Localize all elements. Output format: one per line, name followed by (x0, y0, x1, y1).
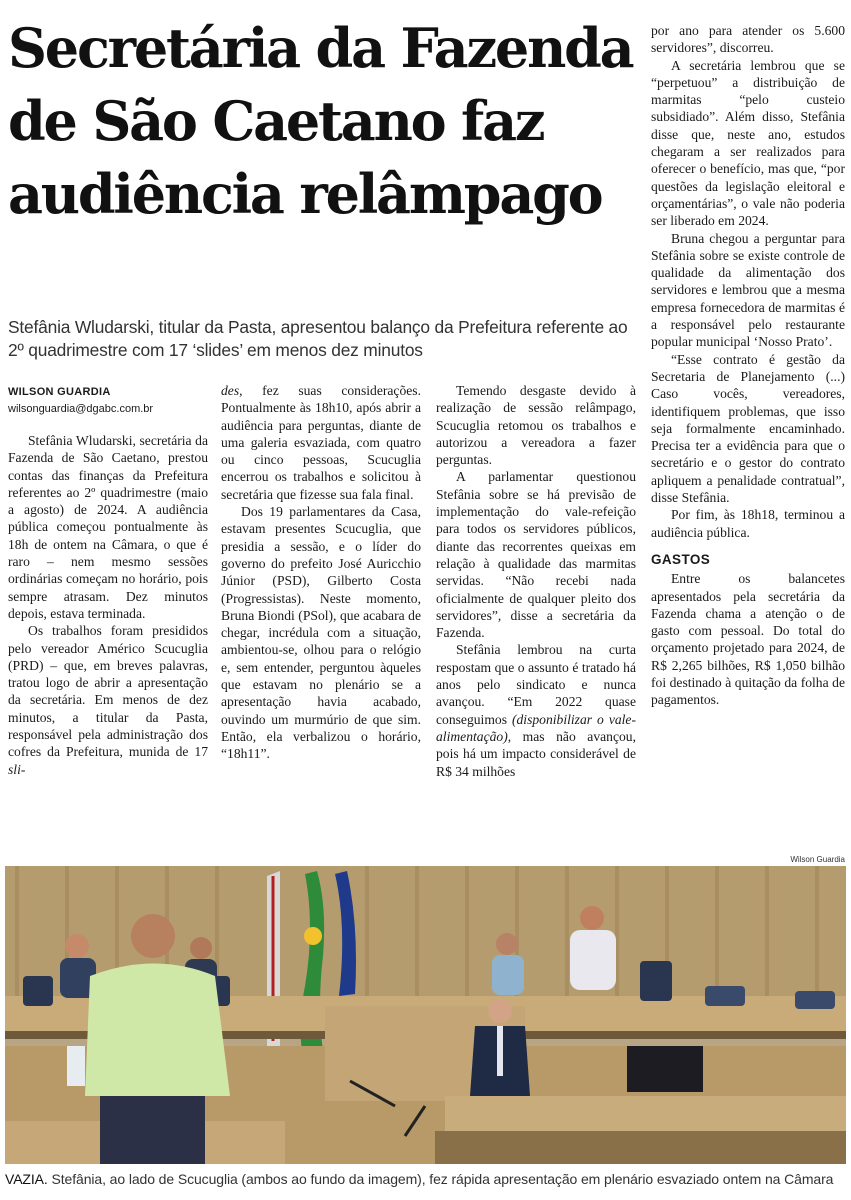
paragraph: Dos 19 parlamentares da Casa, estavam presentes Scucuglia, que presidia a sessão, e o líder do governo do prefeito José Auricchio Júnior (PSD), Gilberto Costa (Progressistas). Neste momento, Bruna Biondi (PSol), que acabara de chegar, incrédula com a situação, ambientou-se, olhou para o relógio e, sem entender, perguntou àqueles que estavam no plenário se a apresentação havia acabado, ouvindo um murmúrio de que sim. Então, ela verbalizou o horário, “18h11”. (221, 504, 421, 762)
paragraph: Entre os balancetes apresentados pela secretária da Fazenda chama a atenção o de gasto com pessoal. Do total do orçamento projetado para 2024, de R$ 2,265 bilhões, R$ 1,050 bilhão foi destinado à quitação da folha de pagamentos. (651, 571, 845, 708)
paragraph: Os trabalhos foram presididos pelo vereador Américo Scucuglia (PRD) – que, em breves palavras, tratou logo de abrir a apresentação da secretária. Em menos de dez minutos, a titular da Pasta, responsável pela administração dos cofres da Prefeitura, munida de 17 sli- (8, 623, 208, 777)
article-column-2 (221, 382, 421, 763)
caption-text: Stefânia, ao lado de Scucuglia (ambos ao fundo da imagem), fez rápida apresentação em plenário esvaziado ontem na Câmara (47, 1171, 834, 1187)
article-photo (5, 866, 846, 1164)
paragraph: por ano para atender os 5.600 servidores”, discorreu. (651, 23, 845, 56)
paragraph: des, fez suas considerações. Pontualmente às 18h10, após abrir a audiência para perguntas, diante de uma galeria esvaziada, com quatro ou cinco pessoas, Scucuglia encerrou os trabalhos e solicitou à secretária que fizesse sua fala final. (221, 383, 421, 502)
paragraph: Por fim, às 18h18, terminou a audiência pública. (651, 507, 845, 540)
paragraph: Bruna chegou a perguntar para Stefânia sobre se existe controle de qualidade da alimentação dos servidores e lembrou que a mesma empresa fornecedora de marmitas é a responsável pelo restaurante popular municipal ‘Nosso Prato’. (651, 230, 845, 350)
photo-credit: Wilson Guardia (790, 855, 845, 864)
photo-caption (5, 1168, 846, 1190)
plenary-photo-illustration (5, 866, 846, 1164)
paragraph: Stefânia Wludarski, secretária da Fazenda de São Caetano, prestou contas das finanças da Prefeitura referentes ao 2º quadrimestre (maio a agosto) de 2024. A audiência pública começou pontualmente às 18h de ontem na Câmara, o que é raro – nem mesmo sessões ordinárias começam no horário, pois sempre atrasam. Dez minutos depois, estava terminada. (8, 433, 208, 621)
article-column-1 (8, 432, 208, 778)
paragraph: “Esse contrato é gestão da Secretaria de Planejamento (...) Caso vocês, vereadores, identifiquem problemas, que isso seja formalmente encaminhado. Precisa ter a evidência para que o secretário e o gestor do contrato apliquem a penalidade contratual”, disse Stefânia. (651, 351, 845, 506)
author-name: WILSON GUARDIA (8, 386, 111, 398)
article-column-4 (651, 22, 845, 709)
article-column-3 (436, 382, 636, 780)
paragraph: A secretária lembrou que se “perpetuou” a distribuição de marmitas “pelo custeio subsidiado”. Além disso, Stefânia disse que, neste ano, estudos chegaram a ser realizados para oferecer o benefício, mas que, “por questões da legislação eleitoral e orçamentárias”, o vale não poderia ser liberado em 2024. (651, 57, 845, 229)
paragraph: Temendo desgaste devido à realização de sessão relâmpago, Scucuglia retomou os trabalhos e autorizou a vereadora a fazer perguntas. (436, 383, 636, 468)
section-subhead: GASTOS (651, 551, 711, 567)
paragraph: A parlamentar questionou Stefânia sobre se há previsão de implementação do vale-refeição para todos os servidores públicos, diante das recorrentes queixas em relação à qualidade das marmitas servidas. “Não recebi nada oficialmente de qualquer pleito dos servidores”, disse a secretária da Fazenda. (436, 469, 636, 641)
byline (8, 384, 208, 418)
deck: Stefânia Wludarski, titular da Pasta, apresentou balanço da Prefeitura referente ao 2º quadrimestre com 17 ‘slides’ em menos dez minutos (8, 317, 628, 360)
paragraph: Stefânia lembrou na curta respostam que o assunto é tratado há anos pelo sindicato e nunca avançou. “Em 2022 quase conseguimos (disponibilizar o vale-alimentação), mas não avançou, pois há um impacto considerável de R$ 34 milhões (436, 642, 636, 779)
headline: Secretária da Fazenda de São Caetano faz audiência relâmpago (8, 16, 633, 226)
caption-lead: VAZIA. (5, 1171, 48, 1187)
author-email[interactable]: wilsonguardia@dgabc.com.br (8, 403, 154, 415)
